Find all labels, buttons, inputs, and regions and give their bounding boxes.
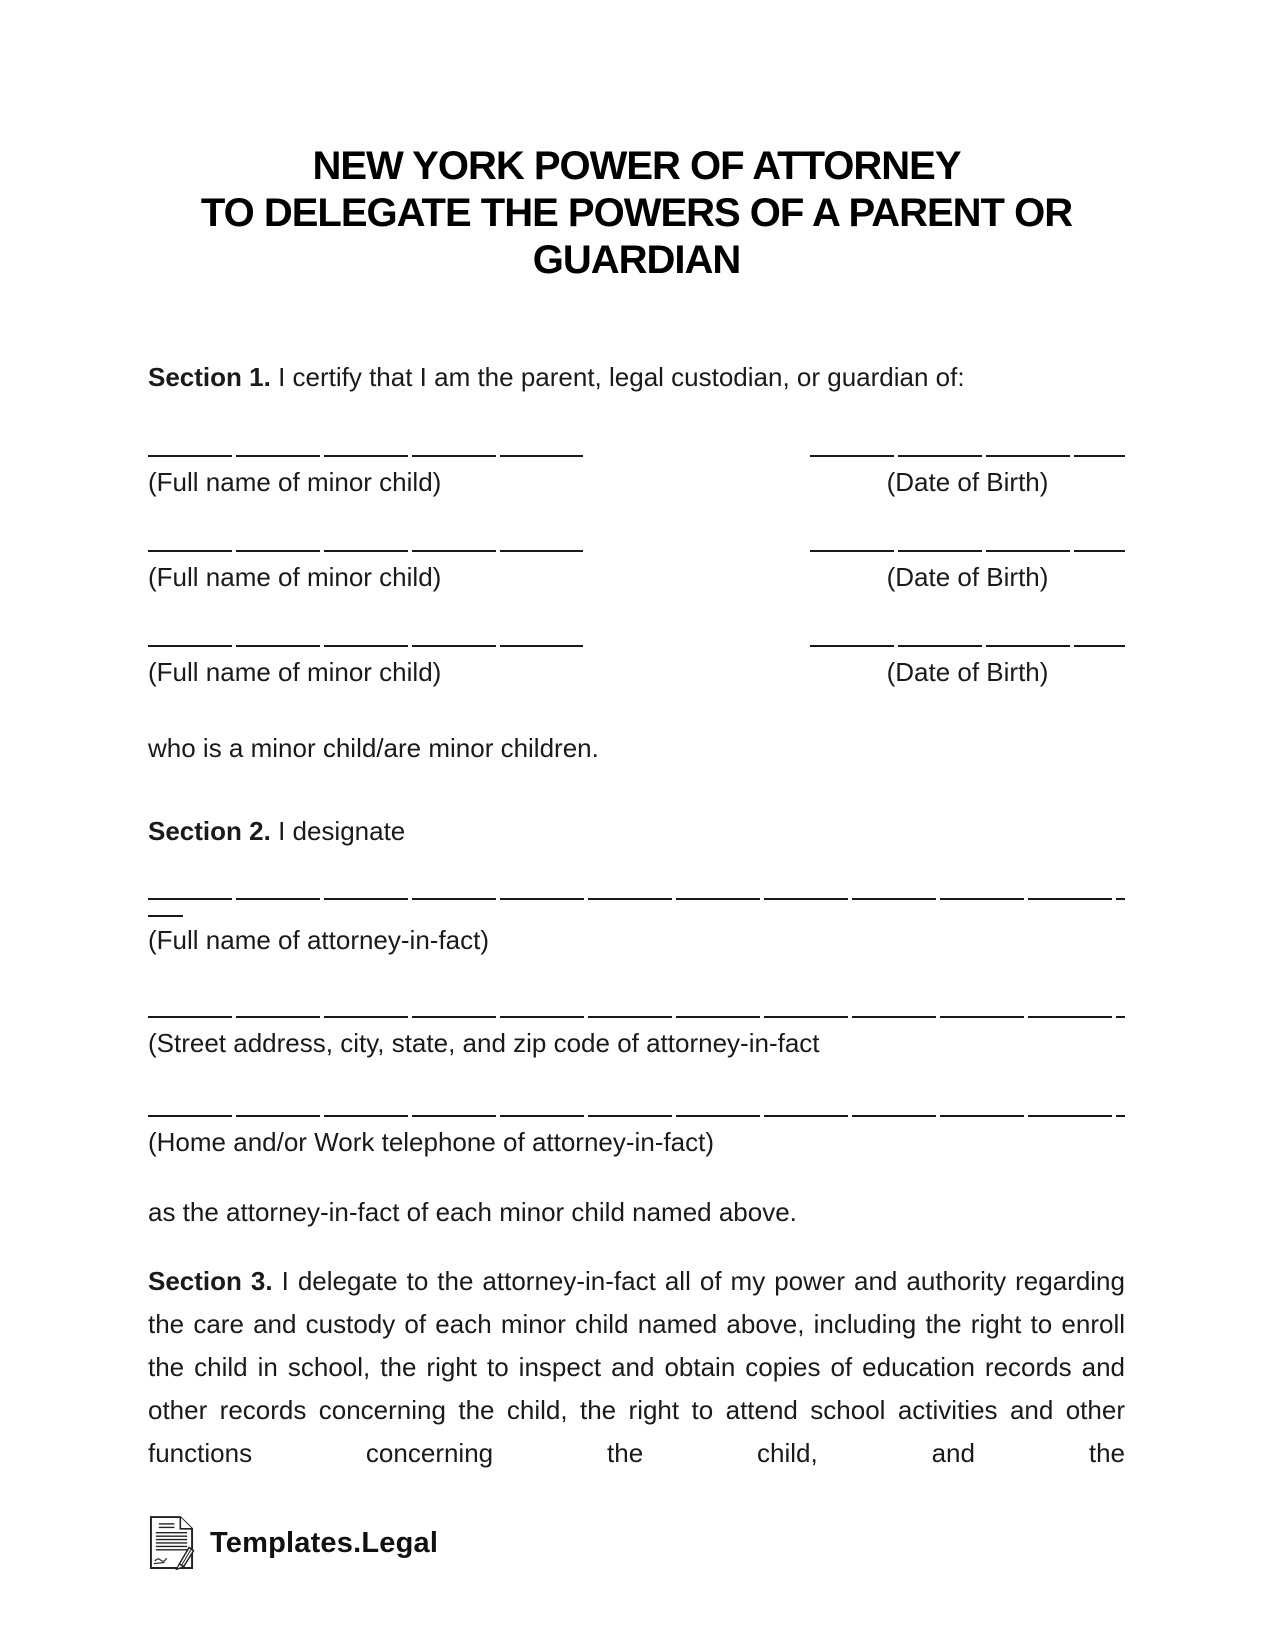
- child-1-dob-field: [810, 455, 1125, 503]
- attorney-name-blank-line-wrap: [148, 915, 183, 917]
- section1-intro-text: I certify that I am the parent, legal custodian, or guardian of:: [278, 362, 965, 392]
- child-row-2: [148, 550, 1125, 598]
- child-2-dob-blank-line: [810, 550, 1125, 552]
- child-3-name-blank-line: [148, 645, 583, 647]
- section3-body-text: I delegate to the attorney-in-fact all of my power and authority regarding the care and custody of each minor child named above, including the right to enroll the child in school, the right to inspect and obtain copies of education records and other records concerning the child, the right to attend school activities and other functions concerning the child, and the: [148, 1266, 1125, 1468]
- child-1-name-label: (Full name of minor child): [148, 467, 442, 497]
- page-title: [148, 143, 1125, 284]
- child-row-3: [148, 645, 1125, 693]
- section2-intro-text: I designate: [278, 816, 406, 846]
- title-line-3: GUARDIAN: [532, 238, 741, 282]
- attorney-phone-blank-line: [148, 1115, 1125, 1117]
- section3-paragraph: [148, 1260, 1125, 1475]
- attorney-name-field: [148, 898, 1125, 961]
- child-3-name-field: [148, 645, 583, 693]
- child-2-name-field: [148, 550, 583, 598]
- document-pen-icon: [148, 1515, 195, 1570]
- section2-intro: [148, 810, 1125, 852]
- child-3-dob-field: [810, 645, 1125, 693]
- child-2-name-blank-line: [148, 550, 583, 552]
- attorney-phone-label: (Home and/or Work telephone of attorney-in-fact): [148, 1127, 715, 1157]
- title-line-1: NEW YORK POWER OF ATTORNEY: [312, 144, 961, 188]
- child-1-name-blank-line: [148, 455, 583, 457]
- child-2-name-label: (Full name of minor child): [148, 562, 442, 592]
- attorney-name-label: (Full name of attorney-in-fact): [148, 925, 490, 955]
- child-2-dob-label: (Date of Birth): [886, 562, 1049, 592]
- footer-brand-text: Templates.Legal: [210, 1526, 439, 1559]
- section2-label: Section 2.: [148, 816, 271, 846]
- child-3-name-label: (Full name of minor child): [148, 657, 442, 687]
- child-row-1: [148, 455, 1125, 503]
- section1-intro: [148, 356, 1125, 398]
- attorney-address-field: [148, 1016, 1125, 1064]
- attorney-address-blank-line: [148, 1016, 1125, 1018]
- section3-label: Section 3.: [148, 1266, 273, 1296]
- child-1-name-field: [148, 455, 583, 503]
- attorney-address-label: (Street address, city, state, and zip code of attorney-in-fact: [148, 1028, 820, 1058]
- footer-brand-lockup: [148, 1515, 1125, 1570]
- minor-children-fields: [148, 455, 1125, 693]
- section1-closing: who is a minor child/are minor children.: [148, 733, 599, 763]
- section1-label: Section 1.: [148, 362, 271, 392]
- section2-closing: as the attorney-in-fact of each minor child named above.: [148, 1197, 797, 1227]
- attorney-phone-field: [148, 1115, 1125, 1163]
- child-3-dob-label: (Date of Birth): [886, 657, 1049, 687]
- child-1-dob-label: (Date of Birth): [886, 467, 1049, 497]
- attorney-name-blank-line: [148, 898, 1125, 900]
- child-3-dob-blank-line: [810, 645, 1125, 647]
- child-1-dob-blank-line: [810, 455, 1125, 457]
- child-2-dob-field: [810, 550, 1125, 598]
- title-line-2: TO DELEGATE THE POWERS OF A PARENT OR: [200, 191, 1073, 235]
